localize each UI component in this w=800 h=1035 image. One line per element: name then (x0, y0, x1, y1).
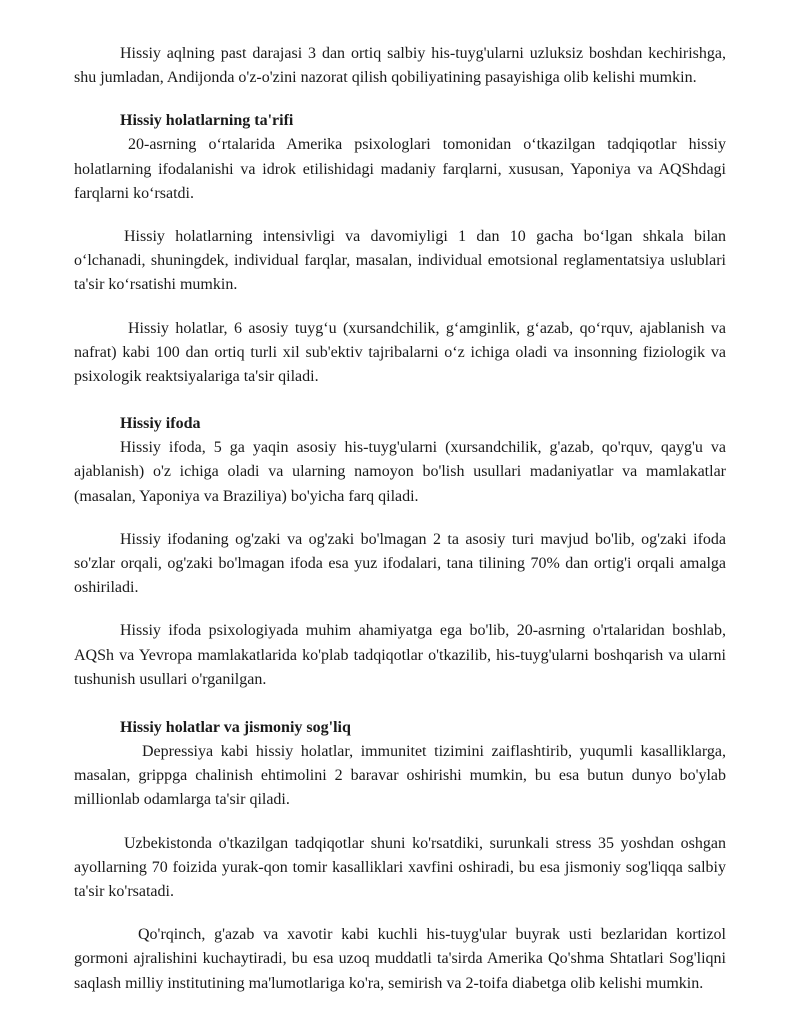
paragraph-intro: Hissiy aqlning past darajasi 3 dan ortiq salbiy his-tuyg'ularni uzluksiz boshdan kechirishga, shu jumladan, Andijonda o'z-o'zini nazorat qilish qobiliyatining pasayishiga olib kelishi mumkin. (74, 45, 726, 87)
heading-expression: Hissiy ifoda (120, 415, 201, 433)
heading-physical-health: Hissiy holatlar va jismoniy sog'liq (120, 719, 351, 737)
paragraph-definition-3: Hissiy holatlar, 6 asosiy tuyg‘u (xursandchilik, g‘amginlik, g‘azab, qo‘rquv, ajablanish va nafrat) kabi 100 dan ortiq turli xil sub'ektiv tajribalarni o‘z ichiga oladi va insonning fiziologik va psixologik reaktsiyalariga ta'sir qiladi. (74, 319, 726, 386)
paragraph-definition-2: Hissiy holatlarning intensivligi va davomiyligi 1 dan 10 gacha bo‘lgan shkala bilan o‘lchanadi, shuningdek, individual farqlar, masalan, individual emotsional reglamentatsiya uslublari ta'sir ko‘rsatishi mumkin. (74, 228, 726, 294)
paragraph-expression-2: Hissiy ifodaning og'zaki va og'zaki bo'lmagan 2 ta asosiy turi mavjud bo'lib, og'zaki ifoda so'zlar orqali, og'zaki bo'lmagan ifoda esa yuz ifodalari, tana tilining 70% dan ortig'i orqali amalga oshiriladi. (74, 530, 726, 597)
paragraph-health-3: Qo'rqinch, g'azab va xavotir kabi kuchli his-tuyg'ular buyrak usti bezlaridan kortizol gormoni ajralishini kuchaytiradi, bu esa uzoq muddatli ta'sirda Amerika Qo'shma Shtatlari Sog'liqni saqlash milliy institutining ma'lumotlariga ko'ra, semirish va 2-toifa diabetga olib kelishi mumkin. (74, 926, 726, 992)
paragraph-health-2: Uzbekistonda o'tkazilgan tadqiqotlar shuni ko'rsatdiki, surunkali stress 35 yoshdan oshgan ayollarning 70 foizida yurak-qon tomir kasalliklari xavfini oshiradi, bu esa jismoniy sog'liqqa salbiy ta'sir ko'rsatadi. (74, 834, 726, 901)
heading-definition: Hissiy holatlarning ta'rifi (120, 112, 294, 130)
paragraph-expression-1: Hissiy ifoda, 5 ga yaqin asosiy his-tuyg'ularni (xursandchilik, g'azab, qo'rquv, qayg'u va ajablanish) o'z ichiga oladi va ularning namoyon bo'lish usullari madaniyatlar va mamlakatlar (masalan, Yaponiya va Braziliya) bo'yicha farq qiladi. (74, 439, 726, 505)
paragraph-expression-3: Hissiy ifoda psixologiyada muhim ahamiyatga ega bo'lib, 20-asrning o'rtalaridan boshlab, AQSh va Yevropa mamlakatlarida ko'plab tadqiqotlar o'tkazilib, his-tuyg'ularni boshqarish va ularni tushunish usullari o'rganilgan. (74, 622, 726, 688)
paragraph-health-1: Depressiya kabi hissiy holatlar, immunitet tizimini zaiflashtirib, yuqumli kasalliklarga, masalan, grippga chalinish ehtimolini 2 baravar oshirishi mumkin, bu esa butun dunyo bo'ylab millionlab odamlarga ta'sir qiladi. (74, 743, 726, 809)
paragraph-definition-1: 20-asrning o‘rtalarida Amerika psixologlari tomonidan o‘tkazilgan tadqiqotlar hissiy holatlarning ifodalanishi va idrok etilishidagi madaniy farqlarni, xususan, Yaponiya va AQShdagi farqlarni ko‘rsatdi. (74, 136, 726, 202)
document-page (74, 42, 726, 996)
